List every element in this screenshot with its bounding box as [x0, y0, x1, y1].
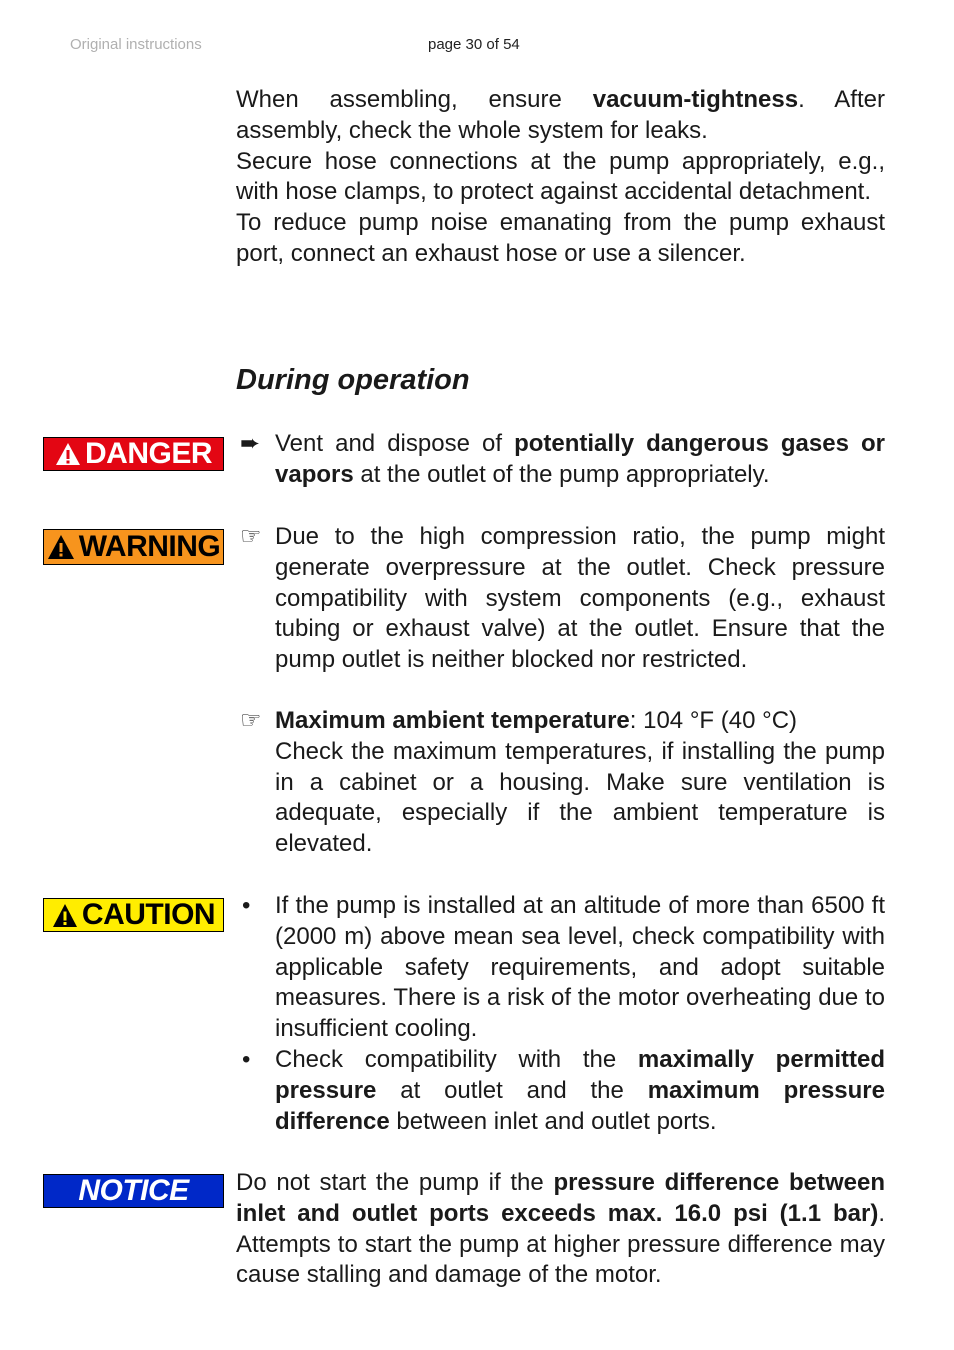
warning-item-1: ☞ Due to the high compression ratio, the pump might generate overpressure at the outlet. Check pressure compatibility with system components (e.g., exhaust tubing or exhaust valve) at the outlet. Ensure that the pump outlet is neither blocked nor restricted.: [240, 523, 885, 674]
section-heading: During operation: [236, 364, 470, 396]
caution-item-1: • If the pump is installed at an altitude of more than 6500 ft (2000 m) above mean sea level, check compatibility with applicable safety requirements, and adopt suitable measures. There is a risk of the motor overheating due to insufficient cooling.: [242, 892, 885, 1043]
notice-text: Do not start the pump if the pressure difference between inlet and outlet ports exceeds max. 16.0 psi (1.1 bar). Attempts to start the pump at higher pressure difference may cause stalling and damage of the motor.: [236, 1169, 886, 1289]
warning-triangle-icon: [55, 442, 81, 466]
intro-paragraph-1: When assembling, ensure vacuum-tightness. After assembly, check the whole system for leaks.: [236, 86, 885, 144]
bullet: •: [242, 892, 251, 919]
caution-item-2: • Check compatibility with the maximally permitted pressure at outlet and the maximum pressure difference between inlet and outlet ports.: [242, 1046, 886, 1135]
notice-label: NOTICE: [43, 1174, 224, 1208]
warning-item-2: ☞ Maximum ambient temperature: 104 °F (40 °C) Check the maximum temperatures, if installing the pump in a cabinet or a housing. Make sure ventilation is adequate, especially if the ambient temperature is elevated.: [240, 707, 885, 858]
intro-text: [236, 85, 885, 270]
intro-paragraph-2: Secure hose connections at the pump appropriately, e.g., with hose clamps, to protect against accidental detachment.: [236, 147, 885, 206]
warning-triangle-icon: [52, 903, 78, 928]
danger-item: ➨ Vent and dispose of potentially dangerous gases or vapors at the outlet of the pump appropriately.: [240, 430, 886, 488]
warning-label: WARNING: [43, 529, 224, 565]
arrow-bullet-icon: ➨: [240, 430, 261, 457]
danger-label: DANGER: [43, 437, 224, 471]
header-document-type: Original instructions: [70, 36, 202, 53]
caution-label: CAUTION: [43, 898, 224, 932]
pointing-hand-icon: ☞: [240, 523, 262, 550]
page-number: page 30 of 54: [428, 36, 520, 53]
bullet: •: [242, 1046, 251, 1073]
pointing-hand-icon: ☞: [240, 707, 262, 734]
warning-triangle-icon: [47, 534, 75, 560]
intro-paragraph-3: To reduce pump noise emanating from the pump exhaust port, connect an exhaust hose or use a silencer.: [236, 209, 885, 267]
